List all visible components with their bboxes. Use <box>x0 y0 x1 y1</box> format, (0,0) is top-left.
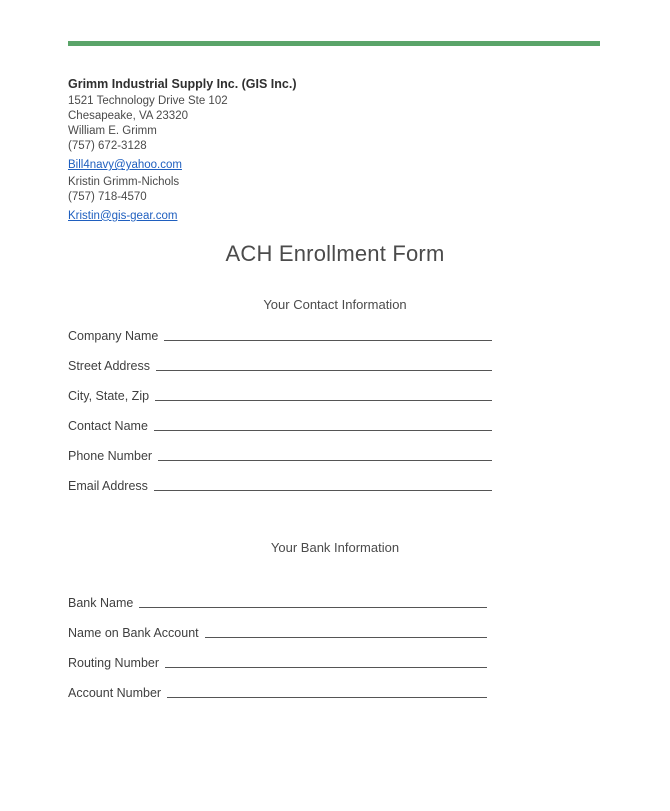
company-name: Grimm Industrial Supply Inc. (GIS Inc.) <box>68 77 297 91</box>
field-label-name-on-bank-account: Name on Bank Account <box>68 626 199 640</box>
field-input-company-name[interactable] <box>164 328 492 341</box>
contact-two-name: Kristin Grimm-Nichols <box>68 175 180 188</box>
field-label-bank-name: Bank Name <box>68 596 134 610</box>
contact-information-fields <box>68 328 492 508</box>
field-input-city-state-zip[interactable] <box>155 388 492 401</box>
field-input-email-address[interactable] <box>154 478 492 491</box>
field-row-contact-name <box>68 418 492 434</box>
bank-information-fields <box>68 595 487 715</box>
field-label-street-address: Street Address <box>68 359 150 373</box>
field-input-account-number[interactable] <box>167 685 487 698</box>
contact-one-phone: (757) 672-3128 <box>68 140 147 153</box>
field-row-name-on-bank-account <box>68 625 487 641</box>
field-label-city-state-zip: City, State, Zip <box>68 389 150 403</box>
letterhead-block <box>68 76 488 225</box>
field-input-street-address[interactable] <box>156 358 492 371</box>
page-title: ACH Enrollment Form <box>225 241 445 266</box>
field-label-routing-number: Routing Number <box>68 656 160 670</box>
field-row-bank-name <box>68 595 487 611</box>
field-row-phone-number <box>68 448 492 464</box>
field-row-company-name <box>68 328 492 344</box>
header-accent-rule <box>68 41 600 46</box>
field-row-email-address <box>68 478 492 494</box>
field-row-account-number <box>68 685 487 701</box>
field-input-routing-number[interactable] <box>165 655 487 668</box>
section-heading-contact: Your Contact Information <box>263 297 407 312</box>
field-label-company-name: Company Name <box>68 329 159 343</box>
field-row-city-state-zip <box>68 388 492 404</box>
field-row-routing-number <box>68 655 487 671</box>
field-row-street-address <box>68 358 492 374</box>
contact-two-email-link[interactable]: Kristin@gis-gear.com <box>68 209 178 222</box>
section-heading-bank: Your Bank Information <box>270 540 400 555</box>
company-address-line-2: Chesapeake, VA 23320 <box>68 110 188 123</box>
field-label-phone-number: Phone Number <box>68 449 153 463</box>
field-label-account-number: Account Number <box>68 686 162 700</box>
field-input-phone-number[interactable] <box>158 448 492 461</box>
field-label-contact-name: Contact Name <box>68 419 148 433</box>
field-label-email-address: Email Address <box>68 479 148 493</box>
contact-one-email-link[interactable]: Bill4navy@yahoo.com <box>68 159 182 171</box>
contact-two-phone: (757) 718-4570 <box>68 190 147 203</box>
contact-one-name: William E. Grimm <box>68 125 157 138</box>
field-input-name-on-bank-account[interactable] <box>205 625 487 638</box>
field-input-contact-name[interactable] <box>154 418 492 431</box>
field-input-bank-name[interactable] <box>139 595 487 608</box>
company-address-line-1: 1521 Technology Drive Ste 102 <box>68 95 228 108</box>
